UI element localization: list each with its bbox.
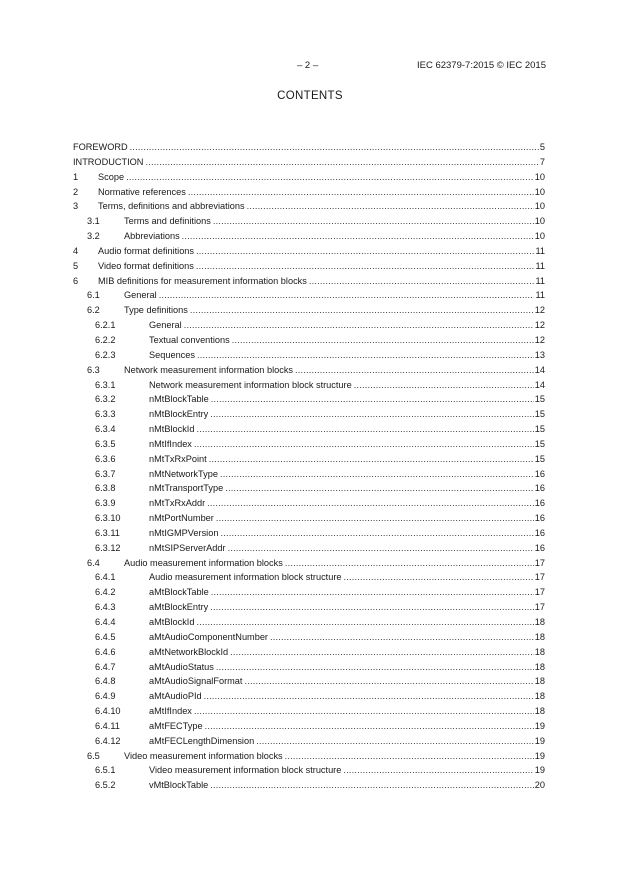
toc-dot-leader: [126, 170, 534, 185]
toc-entry-title: FOREWORD: [73, 142, 128, 152]
toc-dot-leader: [225, 481, 534, 496]
toc-entry-number: 6.3: [87, 364, 100, 375]
toc-entry-number: 6.3.9: [95, 498, 116, 509]
toc-entry[interactable]: [73, 288, 545, 303]
toc-entry-page: 16: [534, 513, 545, 524]
toc-entry-title: Abbreviations: [124, 231, 180, 242]
toc-entry-page: 14: [534, 379, 545, 390]
toc-entry[interactable]: [73, 556, 545, 571]
toc-entry-page: 18: [534, 631, 545, 642]
toc-entry-title: General: [124, 290, 157, 301]
toc-dot-leader: [256, 734, 534, 749]
toc-dot-leader: [244, 674, 533, 689]
toc-entry-page: 18: [534, 706, 545, 717]
toc-entry-number: 6.2.2: [95, 334, 116, 345]
toc-entry-title: aMtIfIndex: [149, 706, 192, 717]
toc-entry-number: 6.2.1: [95, 320, 116, 331]
toc-entry-number: 6.3.2: [95, 394, 116, 405]
toc-entry-page: 18: [534, 691, 545, 702]
toc-entry-page: 10: [534, 231, 545, 242]
toc-entry-page: 15: [534, 453, 545, 464]
toc-entry[interactable]: [73, 467, 545, 482]
toc-entry[interactable]: [73, 185, 545, 200]
toc-entry[interactable]: [73, 407, 545, 422]
toc-entry-page: 15: [534, 394, 545, 405]
toc-dot-leader: [344, 570, 534, 585]
toc-entry-title: nMtSIPServerAddr: [149, 542, 226, 553]
toc-entry[interactable]: [73, 600, 545, 615]
toc-entry-title: aMtBlockTable: [149, 587, 209, 598]
toc-entry-number: 6.5.1: [95, 765, 116, 776]
toc-entry-number: 6.2.3: [95, 349, 116, 360]
toc-entry-page: 16: [534, 498, 545, 509]
toc-entry[interactable]: [73, 719, 545, 734]
toc-entry-page: 17: [534, 602, 545, 613]
toc-entry-number: 6.4.1: [95, 572, 116, 583]
toc-entry[interactable]: [73, 437, 545, 452]
toc-entry-title: Terms, definitions and abbreviations: [98, 201, 245, 212]
toc-entry[interactable]: [73, 541, 545, 556]
toc-entry-page: 10: [534, 171, 545, 182]
toc-entry-page: 11: [535, 290, 545, 301]
toc-entry[interactable]: [73, 674, 545, 689]
toc-entry[interactable]: [73, 378, 545, 393]
toc-dot-leader: [196, 615, 533, 630]
toc-dot-leader: [205, 719, 534, 734]
toc-dot-leader: [196, 422, 533, 437]
contents-heading: CONTENTS: [277, 90, 343, 102]
toc-entry[interactable]: [73, 274, 545, 289]
toc-entry-page: 16: [534, 542, 545, 553]
toc-entry[interactable]: [73, 481, 545, 496]
toc-entry-page: 17: [534, 572, 545, 583]
toc-entry-number: 6.4.12: [95, 735, 121, 746]
toc-dot-leader: [228, 541, 534, 556]
toc-entry[interactable]: [73, 259, 545, 274]
toc-entry-title: Network measurement information block structure: [149, 379, 352, 390]
toc-entry-number: 6.4.7: [95, 661, 116, 672]
toc-entry-number: 1: [73, 171, 79, 182]
toc-entry-number: 6.3.4: [95, 424, 116, 435]
toc-entry[interactable]: [73, 570, 545, 585]
toc-entry-page: 16: [534, 527, 545, 538]
toc-dot-leader: [194, 704, 534, 719]
toc-entry-number: 6.4.2: [95, 587, 116, 598]
toc-entry-title: nMtPortNumber: [149, 513, 214, 524]
toc-entry-number: 6.3.12: [95, 542, 121, 553]
toc-entry-page: 10: [534, 201, 545, 212]
toc-entry-page: 12: [534, 334, 545, 345]
toc-dot-leader: [247, 199, 534, 214]
toc-entry-title: nMtBlockTable: [149, 394, 209, 405]
toc-entry[interactable]: [73, 778, 545, 793]
toc-entry[interactable]: [73, 763, 545, 778]
toc-entry-number: 6: [73, 275, 79, 286]
toc-entry[interactable]: [73, 303, 545, 318]
toc-entry-number: 6.4.10: [95, 706, 121, 717]
toc-entry-title: Video measurement information block structure: [149, 765, 342, 776]
toc-entry-page: 18: [534, 676, 545, 687]
toc-dot-leader: [232, 333, 534, 348]
toc-entry-page: 16: [534, 483, 545, 494]
toc-entry-number: 6.2: [87, 305, 100, 316]
toc-entry-title: Audio measurement information block structure: [149, 572, 342, 583]
toc-dot-leader: [285, 749, 534, 764]
toc-dot-leader: [204, 689, 534, 704]
toc-entry-title: aMtFECType: [149, 720, 203, 731]
toc-entry-title: aMtAudioComponentNumber: [149, 631, 268, 642]
toc-entry-title: Network measurement information blocks: [124, 364, 294, 375]
toc-entry[interactable]: [73, 333, 545, 348]
toc-entry[interactable]: [73, 645, 545, 660]
toc-entry-title: nMtTransportType: [149, 483, 224, 494]
page-number: – 2 –: [297, 60, 319, 71]
toc-entry-title: Audio measurement information blocks: [124, 557, 283, 568]
toc-entry-page: 12: [534, 305, 545, 316]
toc-entry[interactable]: [73, 348, 545, 363]
toc-dot-leader: [207, 496, 534, 511]
toc-entry-page: 16: [534, 468, 545, 479]
toc-entry[interactable]: [73, 229, 545, 244]
toc-entry-title: Video format definitions: [98, 260, 194, 271]
toc-entry[interactable]: [73, 615, 545, 630]
toc-entry-title: nMtBlockEntry: [149, 409, 209, 420]
toc-dot-leader: [196, 259, 535, 274]
standard-reference: IEC 62379-7:2015 © IEC 2015: [416, 60, 546, 71]
toc-dot-leader: [145, 155, 538, 170]
toc-dot-leader: [285, 556, 534, 571]
toc-entry-page: 19: [534, 720, 545, 731]
toc-dot-leader: [188, 185, 534, 200]
toc-dot-leader: [184, 318, 534, 333]
toc-entry-page: 14: [534, 364, 545, 375]
toc-dot-leader: [159, 288, 535, 303]
toc-dot-leader: [230, 645, 534, 660]
toc-entry-title: aMtAudioPId: [149, 691, 202, 702]
toc-entry-number: 6.4.5: [95, 631, 116, 642]
toc-entry-title: General: [149, 320, 182, 331]
toc-entry-title: aMtFECLengthDimension: [149, 735, 255, 746]
toc-entry-page: 17: [534, 557, 545, 568]
toc-entry-title: Normative references: [98, 186, 186, 197]
toc-entry-number: 6.4.6: [95, 646, 116, 657]
toc-entry-number: 3: [73, 201, 79, 212]
toc-entry-page: 11: [535, 260, 545, 271]
toc-entry[interactable]: [73, 689, 545, 704]
toc-entry[interactable]: [73, 392, 545, 407]
toc-entry-title: nMtIGMPVersion: [149, 527, 219, 538]
toc-entry[interactable]: [73, 214, 545, 229]
toc-entry-title: vMtBlockTable: [149, 780, 209, 791]
toc-entry-page: 19: [534, 735, 545, 746]
toc-entry-number: 3.2: [87, 231, 100, 242]
toc-dot-leader: [210, 407, 534, 422]
toc-entry[interactable]: [73, 511, 545, 526]
toc-dot-leader: [209, 452, 534, 467]
toc-entry-number: 6.3.3: [95, 409, 116, 420]
toc-dot-leader: [211, 392, 534, 407]
toc-entry-number: 4: [73, 245, 79, 256]
toc-dot-leader: [194, 437, 534, 452]
toc-entry[interactable]: [73, 630, 545, 645]
toc-entry-number: 6.4.11: [95, 720, 120, 731]
toc-entry[interactable]: [73, 452, 545, 467]
toc-entry-page: 18: [534, 617, 545, 627]
toc-dot-leader: [216, 511, 534, 526]
toc-dot-leader: [210, 778, 534, 793]
toc-entry[interactable]: [73, 244, 545, 259]
toc-dot-leader: [309, 274, 535, 289]
toc-entry[interactable]: [73, 496, 545, 511]
toc-entry-page: 18: [534, 661, 545, 672]
toc-entry-title: aMtAudioSignalFormat: [149, 676, 243, 687]
toc-entry[interactable]: [73, 734, 545, 749]
toc-entry-page: 11: [535, 275, 545, 286]
toc-entry-page: 10: [534, 186, 545, 197]
toc-entry-number: 6.3.8: [95, 483, 116, 494]
toc-dot-leader: [190, 303, 534, 318]
toc-entry-title: INTRODUCTION: [73, 156, 144, 167]
toc-entry[interactable]: [73, 704, 545, 719]
toc-entry-title: nMtBlockId: [149, 424, 195, 435]
toc-entry-number: 6.3.7: [95, 468, 116, 479]
page-header: [0, 60, 620, 74]
toc-entry-number: 6.3.6: [95, 453, 116, 464]
toc-entry-title: Scope: [98, 171, 125, 182]
toc-entry-page: 11: [535, 245, 545, 256]
toc-dot-leader: [182, 229, 534, 244]
toc-entry-page: 17: [534, 587, 545, 598]
toc-entry[interactable]: [73, 363, 545, 378]
toc-dot-leader: [213, 214, 534, 229]
toc-entry-number: 6.4.9: [95, 691, 116, 702]
toc-entry-title: Video measurement information blocks: [124, 750, 283, 761]
toc-dot-leader: [220, 526, 533, 541]
toc-entry[interactable]: [73, 155, 545, 170]
toc-entry-title: nMtNetworkType: [149, 468, 218, 479]
toc-entry[interactable]: [73, 170, 545, 185]
toc-entry-page: 15: [534, 438, 545, 449]
toc-dot-leader: [343, 763, 533, 778]
toc-entry-number: 6.3.11: [95, 527, 120, 538]
toc-entry-title: aMtBlockEntry: [149, 602, 209, 613]
toc-entry-page: 13: [534, 349, 545, 360]
toc-dot-leader: [211, 585, 534, 600]
toc-dot-leader: [197, 348, 534, 363]
toc-entry-number: 6.1: [87, 290, 100, 301]
toc-entry-number: 6.4: [87, 557, 100, 568]
toc-entry-title: MIB definitions for measurement information blocks: [98, 275, 307, 286]
toc-entry-title: Sequences: [149, 349, 195, 360]
toc-entry[interactable]: [73, 585, 545, 600]
toc-dot-leader: [354, 378, 534, 393]
toc-entry-title: aMtBlockId: [149, 617, 195, 627]
toc-entry-page: 15: [534, 409, 545, 420]
toc-entry-number: 2: [73, 186, 79, 197]
toc-entry-number: 6.5.2: [95, 780, 116, 791]
toc-dot-leader: [295, 363, 534, 378]
toc-entry[interactable]: [73, 660, 545, 675]
toc-dot-leader: [270, 630, 534, 645]
toc-entry[interactable]: [73, 749, 545, 764]
toc-entry[interactable]: [73, 140, 545, 155]
toc-entry-title: Type definitions: [124, 305, 188, 316]
toc-entry[interactable]: [73, 422, 545, 437]
toc-entry-page: 19: [534, 765, 545, 776]
toc-entry-title: Textual conventions: [149, 334, 230, 345]
toc-entry-page: 20: [534, 780, 545, 791]
toc-entry-title: aMtNetworkBlockId: [149, 646, 229, 657]
toc-entry-page: 12: [534, 320, 545, 331]
toc-entry-title: Terms and definitions: [124, 216, 211, 227]
toc-entry-title: nMtTxRxPoint: [149, 453, 207, 464]
toc-entry-page: 7: [539, 156, 545, 167]
toc-entry[interactable]: [73, 318, 545, 333]
toc-entry-page: 19: [534, 750, 545, 761]
toc-entry-page: 15: [534, 424, 545, 435]
toc-dot-leader: [130, 140, 539, 155]
toc-entry-number: 6.4.4: [95, 617, 116, 627]
toc-entry-number: 6.4.3: [95, 602, 116, 613]
toc-entry-title: nMtIfIndex: [149, 438, 192, 449]
toc-dot-leader: [210, 600, 534, 615]
toc-entry-number: 6.5: [87, 750, 100, 761]
toc-entry-title: aMtAudioStatus: [149, 661, 214, 672]
toc-entry-number: 6.3.5: [95, 438, 116, 449]
toc-dot-leader: [196, 244, 534, 259]
toc-entry[interactable]: [73, 526, 545, 541]
toc-entry[interactable]: [73, 199, 545, 214]
toc-dot-leader: [220, 467, 534, 482]
toc-entry-title: nMtTxRxAddr: [149, 498, 206, 509]
toc-entry-page: 5: [539, 142, 545, 152]
toc-entry-page: 10: [534, 216, 545, 227]
toc-entry-number: 6.3.1: [95, 379, 116, 390]
toc-entry-number: 3.1: [87, 216, 100, 227]
table-of-contents: [73, 140, 545, 793]
toc-entry-number: 5: [73, 260, 79, 271]
toc-entry-title: Audio format definitions: [98, 245, 195, 256]
toc-entry-number: 6.3.10: [95, 513, 121, 524]
toc-entry-page: 18: [534, 646, 545, 657]
toc-dot-leader: [216, 660, 534, 675]
toc-entry-number: 6.4.8: [95, 676, 116, 687]
